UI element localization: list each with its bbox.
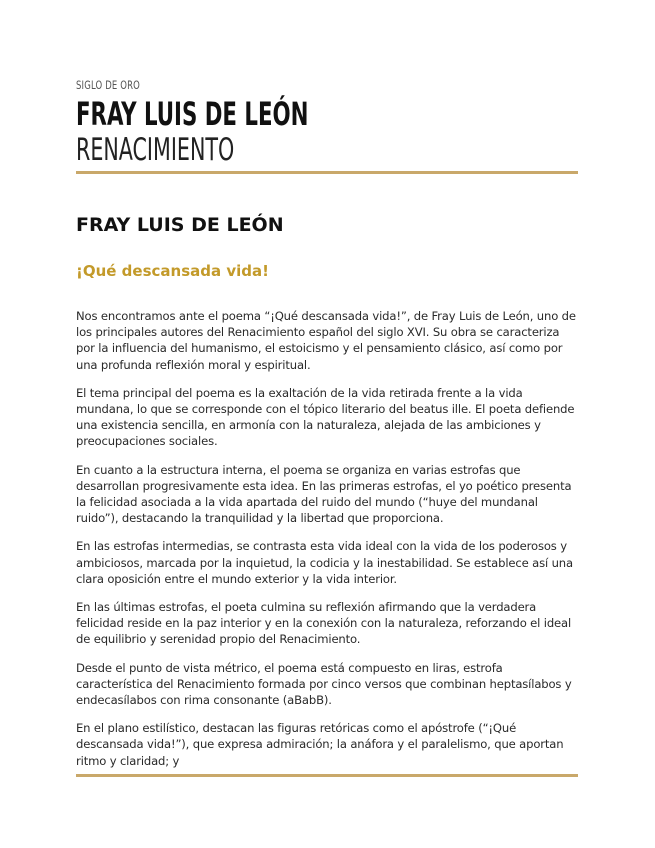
paragraph: El tema principal del poema es la exaltación de la vida retirada frente a la vida mundana, lo que se corresponde con el tópico literario del beatus ille. El poeta defiende una existencia sencilla, en armonía con la naturaleza, alejada de las ambiciones y preocupaciones sociales. — [76, 385, 575, 449]
paragraph: En las estrofas intermedias, se contrasta esta vida ideal con la vida de los poderosos y ambiciosos, marcada por la inquietud, la codicia y la inestabilidad. Se establece así una clara oposición entre el mundo exterior y la vida interior. — [76, 539, 573, 586]
article-body — [76, 308, 578, 768]
paragraph: Desde el punto de vista métrico, el poema está compuesto en liras, estrofa característica del Renacimiento formada por cinco versos que combinan heptasílabos y endecasílabos con rima consonante (aBabB). — [76, 660, 572, 708]
paragraph: En el plano estilístico, destacan las figuras retóricas como el apóstrofe (“¡Qué descansada vida!”), que expresa admiración; la anáfora y el paralelismo, que aportan ritmo y claridad; y — [76, 721, 564, 768]
section-heading: FRAY LUIS DE LEÓN — [76, 214, 284, 236]
paragraph: Nos encontramos ante el poema “¡Qué descansada vida!”, de Fray Luis de León, uno de los principales autores del Renacimiento español del siglo XVI. Su obra se caracteriza por la influencia del humanismo, el estoicismo y el pensamiento clásico, así como por una profunda reflexión moral y espiritual. — [76, 309, 576, 372]
paragraph: En cuanto a la estructura interna, el poema se organiza en varias estrofas que desarrollan progresivamente esta idea. En las primeras estrofas, el yo poético presenta la felicidad asociada a la vida apartada del ruido del mundo (“huye del mundanal ruido”), destacando la tranquilidad y la libertad que proporciona. — [76, 462, 572, 526]
header-divider — [76, 171, 578, 174]
poem-title: ¡Qué descansada vida! — [76, 262, 269, 280]
footer-divider — [76, 774, 578, 777]
page-subtitle: RENACIMIENTO — [76, 132, 235, 168]
page-title: FRAY LUIS DE LEÓN — [76, 95, 309, 133]
paragraph: En las últimas estrofas, el poeta culmina su reflexión afirmando que la verdadera felicidad reside en la paz interior y en la conexión con la naturaleza, reforzando el ideal de equilibrio y serenidad propio del Renacimiento. — [76, 600, 572, 647]
period-kicker: SIGLO DE ORO — [76, 78, 141, 92]
